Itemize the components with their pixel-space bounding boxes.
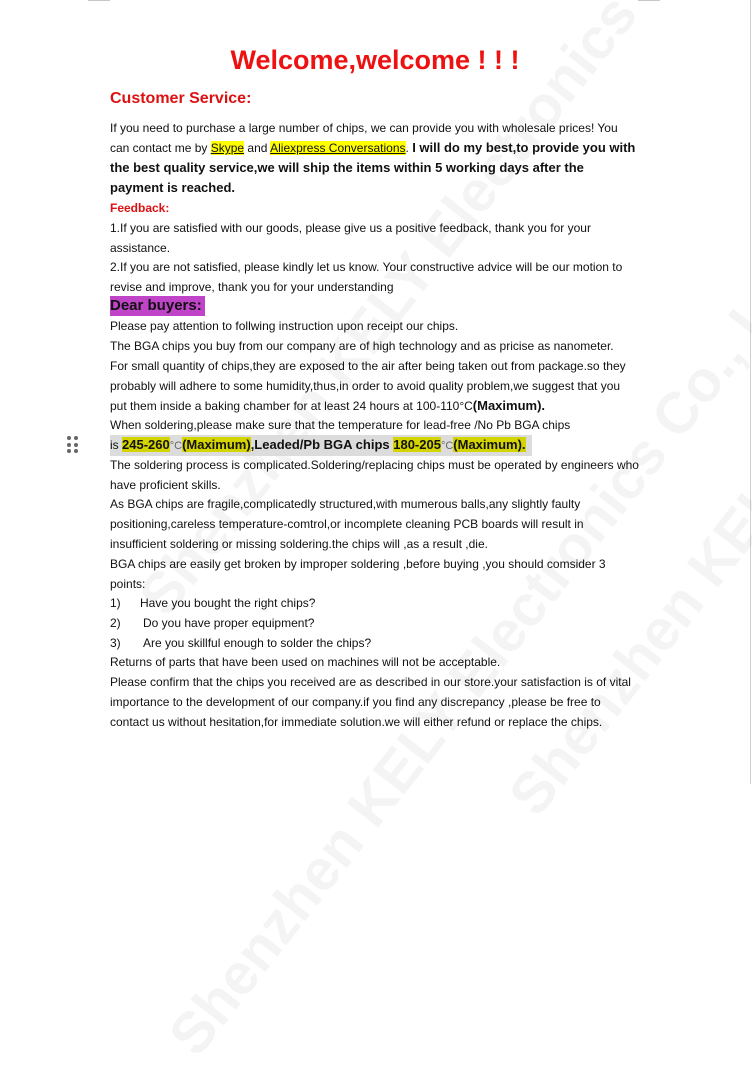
intro-text: If you need to purchase a large number of chips, we can provide you with wholesale prices! You can contact me by <box>110 121 618 155</box>
returns-line: Returns of parts that have been used on machines will not be acceptable. <box>110 655 501 669</box>
page-title: Welcome,welcome ! ! ! <box>230 45 520 75</box>
aliexpress-link[interactable]: Aliexpress Conversations <box>270 141 406 155</box>
maximum-label: (Maximum). <box>472 398 546 413</box>
list-text: Do you have proper equipment? <box>143 616 315 630</box>
fragile-paragraph: As BGA chips are fragile,complicatedly structured,with mumerous balls,any slightly faulty positioning,careless temperature-comtrol,or incomplete cleaning PCB boards will result in insufficient soldering or missing soldering.the chips will ,as a result ,die. <box>110 497 584 551</box>
list-item <box>110 593 315 613</box>
lead-free-temp: 245-260 <box>122 437 170 452</box>
maximum-label: (Maximum) <box>182 437 251 452</box>
attention-line: Please pay attention to follwing instruction upon receipt our chips. <box>110 319 459 333</box>
feedback-item-1: 1.If you are satisfied with our goods, please give us a positive feedback, thank you for your assistance. <box>110 221 591 255</box>
complicated-paragraph: The soldering process is complicated.Soldering/replacing chips must be operated by engineers who have proficient skills. <box>110 458 639 492</box>
humidity-text: For small quantity of chips,they are exposed to the air after being taken out from package.so they probably will adhere to some humidity,thus,in order to avoid quality problem,we suggest that you put them inside a baking chamber for at least 24 hours at 100-110°C <box>110 359 626 413</box>
feedback-heading <box>110 198 640 218</box>
period-text: . <box>405 141 413 155</box>
and-text: and <box>244 141 271 155</box>
service-promise: I will do my best,to provide you with the best quality service,we will ship the items within 5 working days after the payment is reached. <box>110 140 636 195</box>
easily-broken-paragraph: BGA chips are easily get broken by improper soldering ,before buying ,you should comsider 3 points: <box>110 557 606 591</box>
customer-service-paragraph <box>110 118 640 198</box>
leaded-text: ,Leaded/Pb BGA chips <box>250 437 394 452</box>
dear-buyers-heading: Dear buyers: <box>110 296 205 316</box>
list-item <box>110 613 314 633</box>
leaded-temp: 180-205 <box>393 437 441 452</box>
margin-corner-left <box>88 0 110 5</box>
list-item <box>110 633 371 653</box>
list-number: 2) <box>110 616 121 630</box>
bga-technology-line: The BGA chips you buy from our company are of high technology and as pricise as nanometer. <box>110 339 614 353</box>
list-number: 3) <box>110 636 121 650</box>
list-number: 1) <box>110 596 121 610</box>
skype-link[interactable]: Skype <box>210 141 245 155</box>
list-text: Have you bought the right chips? <box>140 596 316 610</box>
list-text: Are you skillful enough to solder the chips? <box>143 636 372 650</box>
margin-corner-right <box>638 0 660 5</box>
temperature-values-line <box>110 435 532 456</box>
drag-handle-icon[interactable] <box>67 436 79 454</box>
feedback-heading-text: Feedback: <box>110 201 170 215</box>
soldering-temperature-line: When soldering,please make sure that the temperature for lead-free /No Pb BGA chips <box>110 418 571 432</box>
degree-celsius: °C <box>440 440 454 452</box>
page-right-edge <box>750 0 751 784</box>
temp-is-text: is <box>110 438 122 452</box>
customer-service-heading: Customer Service: <box>110 90 252 107</box>
degree-celsius: °C <box>169 440 183 452</box>
humidity-paragraph <box>110 356 640 416</box>
confirm-paragraph: Please confirm that the chips you received are as described in our store.your satisfaction is of vital importance to the development of our company.if you find any discrepancy ,please be free to contact us without hesitation,for immediate solution.we will either refund or replace the chips. <box>110 675 631 729</box>
maximum-label: (Maximum). <box>453 437 526 452</box>
feedback-item-2: 2.If you are not satisfied, please kindly let us know. Your constructive advice will be our motion to revise and improve, thank you for your understanding <box>110 260 623 294</box>
